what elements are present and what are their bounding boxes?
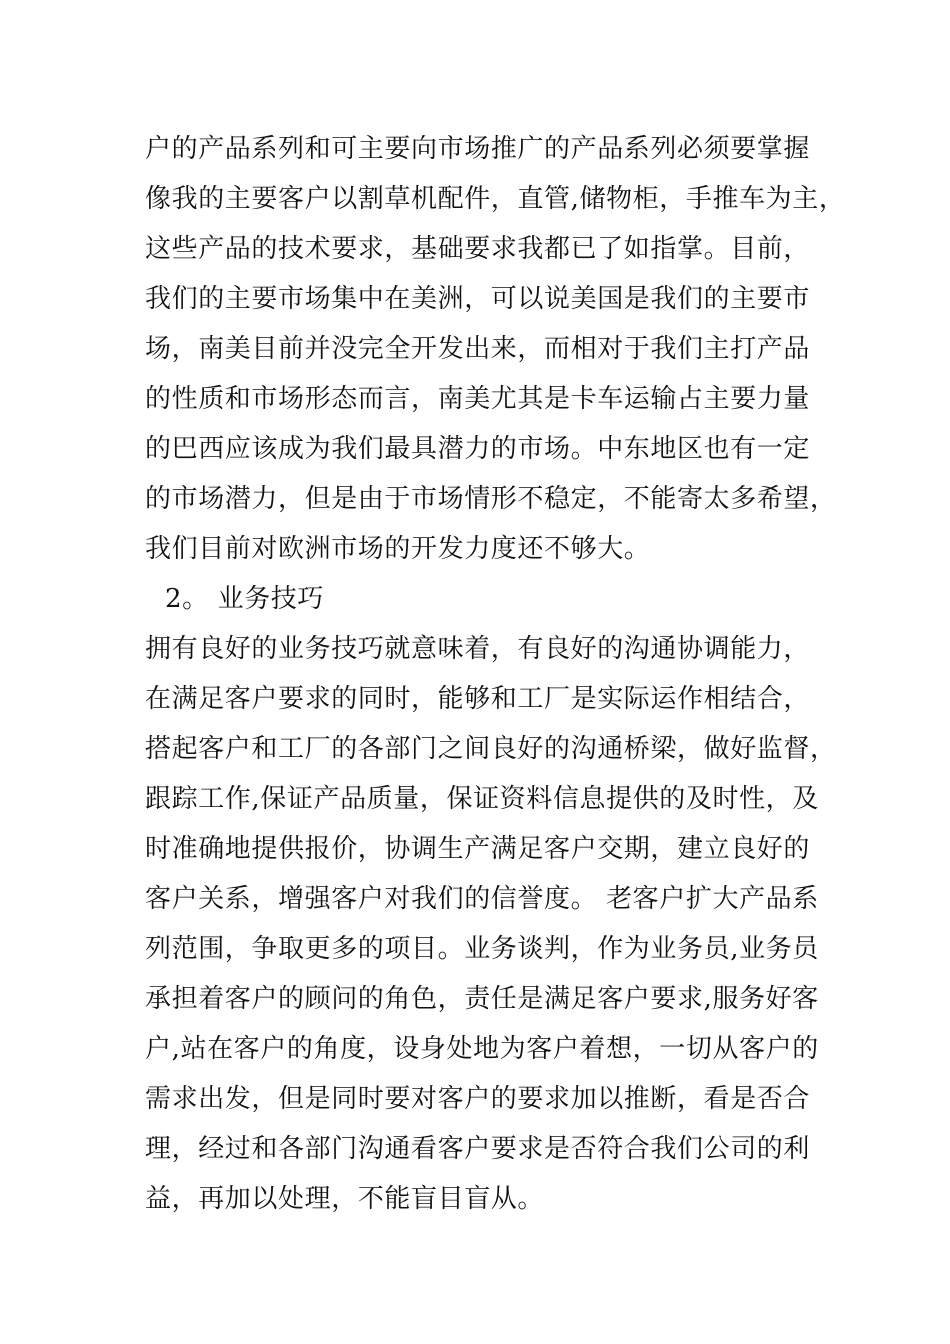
paragraph-line: 搭起客户和工厂的各部门之间良好的沟通桥梁，做好监督， — [145, 734, 837, 764]
paragraph-line: 拥有良好的业务技巧就意味着，有良好的沟通协调能力， — [145, 634, 811, 664]
paragraph-line: 跟踪工作,保证产品质量，保证资料信息提供的及时性，及 — [145, 784, 819, 814]
paragraph-line: 这些产品的技术要求，基础要求我都已了如指掌。目前， — [145, 234, 811, 264]
paragraph-line: 户,站在客户的角度，设身处地为客户着想，一切从客户的 — [145, 1034, 819, 1064]
paragraph-line: 理，经过和各部门沟通看客户要求是否符合我们公司的利 — [145, 1134, 811, 1164]
paragraph-line: 益，再加以处理，不能盲目盲从。 — [145, 1184, 545, 1214]
paragraph-line: 我们的主要市场集中在美洲，可以说美国是我们的主要市 — [145, 284, 811, 314]
paragraph-line: 列范围，争取更多的项目。业务谈判，作为业务员,业务员 — [145, 934, 819, 964]
paragraph-line: 场，南美目前并没完全开发出来，而相对于我们主打产品 — [145, 334, 811, 364]
paragraph-line: 在满足客户要求的同时，能够和工厂是实际运作相结合， — [145, 684, 811, 714]
paragraph-line: 承担着客户的顾问的角色，责任是满足客户要求,服务好客 — [145, 984, 819, 1014]
paragraph-line: 的性质和市场形态而言，南美尤其是卡车运输占主要力量 — [145, 384, 811, 414]
paragraph-line: 需求出发，但是同时要对客户的要求加以推断，看是否合 — [145, 1084, 811, 1114]
paragraph-line: 客户关系，增强客户对我们的信誉度。 老客户扩大产品系 — [145, 884, 819, 914]
paragraph-line: 我们目前对欧洲市场的开发力度还不够大。 — [145, 534, 651, 564]
paragraph-line: 的市场潜力，但是由于市场情形不稳定，不能寄太多希望， — [145, 484, 837, 514]
paragraph-line: 时准确地提供报价，协调生产满足客户交期，建立良好的 — [145, 834, 811, 864]
paragraph-line: 的巴西应该成为我们最具潜力的市场。中东地区也有一定 — [145, 434, 811, 464]
section-heading: 2。 业务技巧 — [165, 584, 325, 614]
paragraph-line: 户的产品系列和可主要向市场推广的产品系列必须要掌握 — [145, 134, 811, 164]
paragraph-line: 像我的主要客户以割草机配件，直管,储物柜，手推车为主， — [145, 184, 846, 214]
